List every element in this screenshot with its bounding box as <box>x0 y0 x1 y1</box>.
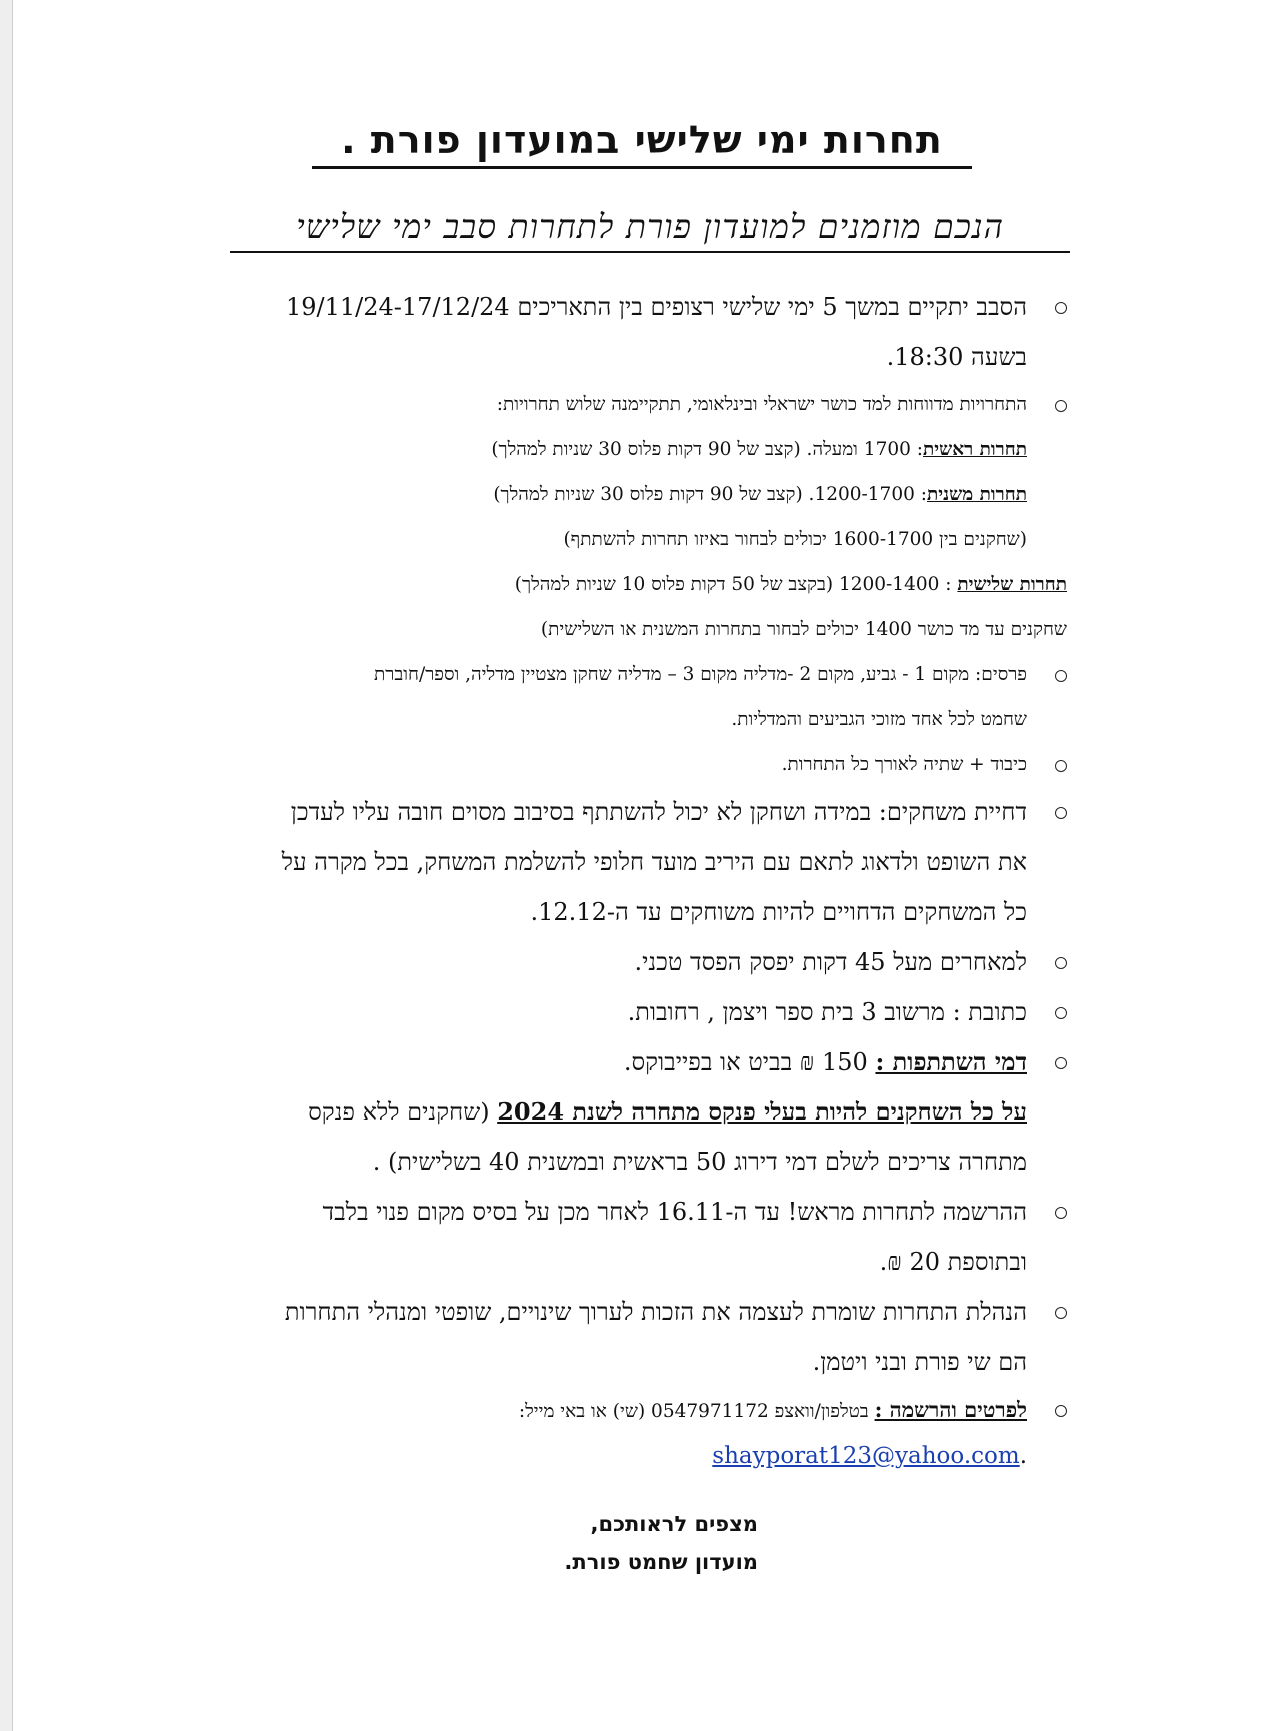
management-line-2: הם שי פורת ובני ויטמן. <box>812 1348 1027 1376</box>
contact-label: לפרטים והרשמה : <box>874 1397 1027 1422</box>
fee-requirement-line <box>222 1087 1027 1137</box>
second-tournament-text: : 1200-1700. (קצב של 90 דקות פלוס 30 שניות למהלך) <box>493 484 927 505</box>
third-tournament-note: שחקנים עד מד כושר 1400 יכולים לבחור בתחרות המשנית או השלישית) <box>540 619 1067 640</box>
list-item-schedule <box>222 282 1067 382</box>
prizes-line-2: שחמט לכל אחד מזוכי הגביעים והמדליות. <box>731 709 1027 730</box>
list-item-fee <box>222 1037 1067 1187</box>
fee-line-3: מתחרה צריכים לשלם דמי דירוג 50 בראשית ובמשנית 40 בשלישית) . <box>372 1148 1027 1176</box>
document-body <box>222 282 1067 1479</box>
address-text: כתובת : מרשוב 3 בית ספר ויצמן , רחובות. <box>627 998 1027 1026</box>
third-tournament-label: תחרות שלישית <box>957 574 1067 595</box>
second-tournament-label: תחרות משנית <box>927 484 1027 505</box>
tournaments-intro: התחרויות מדווחות למד כושר ישראלי ובינלאומי, תתקיימנה שלוש תחרויות: <box>496 394 1027 415</box>
circle-bullet-icon <box>1055 760 1067 772</box>
email-link[interactable]: shayporat123@yahoo.com <box>712 1443 1020 1469</box>
circle-bullet-icon <box>1055 957 1067 969</box>
third-tournament <box>222 562 1067 607</box>
contact-text: בטלפון/וואצפ 0547971172 (שי) או באי מייל: <box>518 1401 875 1422</box>
document-subtitle: הנכם מוזמנים למועדון פורת לתחרות סבב ימי שלישי <box>230 207 1070 253</box>
schedule-line: הסבב יתקיים במשך 5 ימי שלישי רצופים בין התאריכים 19/11/24-17/12/24 <box>286 293 1027 321</box>
fee-text: 150 ₪ בביט או בפייבוקס. <box>623 1048 876 1076</box>
main-tournament-label: תחרות ראשית <box>923 439 1027 460</box>
circle-bullet-icon <box>1055 670 1067 682</box>
circle-bullet-icon <box>1055 1057 1067 1069</box>
circle-bullet-icon <box>1055 400 1067 412</box>
list-item-management <box>222 1287 1067 1387</box>
list-item-address <box>222 987 1067 1037</box>
second-tournament-note: (שחקנים בין 1600-1700 יכולים לבחור באיזו תחרות להשתתף) <box>563 529 1027 550</box>
fee-requirement: על כל השחקנים להיות בעלי פנקס מתחרה לשנת 2024 <box>497 1097 1027 1126</box>
list-item-prizes <box>222 652 1067 742</box>
third-tournament-text: : 1200-1400 (בקצב של 50 דקות פלוס 10 שניות למהלך) <box>514 574 958 595</box>
circle-bullet-icon <box>1055 1007 1067 1019</box>
circle-bullet-icon <box>1055 1207 1067 1219</box>
fee-label: דמי השתתפות : <box>875 1047 1027 1076</box>
main-tournament <box>222 427 1027 472</box>
list-item-hospitality <box>222 742 1067 787</box>
list-item-late <box>222 937 1067 987</box>
second-tournament <box>222 472 1027 517</box>
management-line-1: הנהלת התחרות שומרת לעצמה את הזכות לערוך שינויים, שופטי ומנהלי התחרות <box>284 1298 1027 1326</box>
document-page <box>12 0 1271 1731</box>
registration-line-1: ההרשמה לתחרות מראש! עד ה-16.11 לאחר מכן על בסיס מקום פנוי בלבד <box>322 1198 1027 1226</box>
fee-line <box>222 1037 1027 1087</box>
list-item-tournaments <box>222 382 1067 562</box>
circle-bullet-icon <box>1055 1405 1067 1417</box>
contact-line <box>222 1387 1027 1434</box>
postponement-line-1: דחיית משחקים: במידה ושחקן לא יכול להשתתף בסיבוב מסוים חובה עליו לעדכן <box>290 798 1027 826</box>
postponement-line-3: כל המשחקים הדחויים להיות משוחקים עד ה-12.12. <box>530 898 1027 926</box>
third-tournament-block <box>222 562 1067 652</box>
list-item-contact <box>222 1387 1067 1479</box>
document-title: תחרות ימי שלישי במועדון פורת . <box>312 118 972 169</box>
registration-line-2: ובתוספת 20 ₪. <box>879 1248 1027 1276</box>
prizes-line: פרסים: מקום 1 - גביע, מקום 2 -מדליה מקום 3 – מדליה שחקן מצטיין מדליה, וספר/חוברת <box>374 664 1027 685</box>
closing-signature <box>412 1505 758 1581</box>
late-text: למאחרים מעל 45 דקות יפסק הפסד טכני. <box>634 948 1027 976</box>
circle-bullet-icon <box>1055 807 1067 819</box>
main-tournament-text: : 1700 ומעלה. (קצב של 90 דקות פלוס 30 שניות למהלך) <box>491 439 924 460</box>
circle-bullet-icon <box>1055 1307 1067 1319</box>
closing-line-2: מועדון שחמט פורת. <box>564 1550 758 1574</box>
hospitality-text: כיבוד + שתיה לאורך כל התחרות. <box>781 754 1027 775</box>
circle-bullet-icon <box>1055 302 1067 314</box>
email-suffix: . <box>1019 1443 1027 1469</box>
schedule-time: בשעה 18:30. <box>886 343 1027 371</box>
closing-line-1: מצפים לראותכם, <box>590 1512 758 1536</box>
fee-requirement-rest: (שחקנים ללא פנקס <box>308 1098 498 1126</box>
postponement-line-2: את השופט ולדאוג לתאם עם היריב מועד חלופי להשלמת המשחק, בכל מקרה על <box>281 848 1027 876</box>
list-item-registration <box>222 1187 1067 1287</box>
list-item-postponement <box>222 787 1067 937</box>
contact-email-line <box>222 1434 1027 1479</box>
